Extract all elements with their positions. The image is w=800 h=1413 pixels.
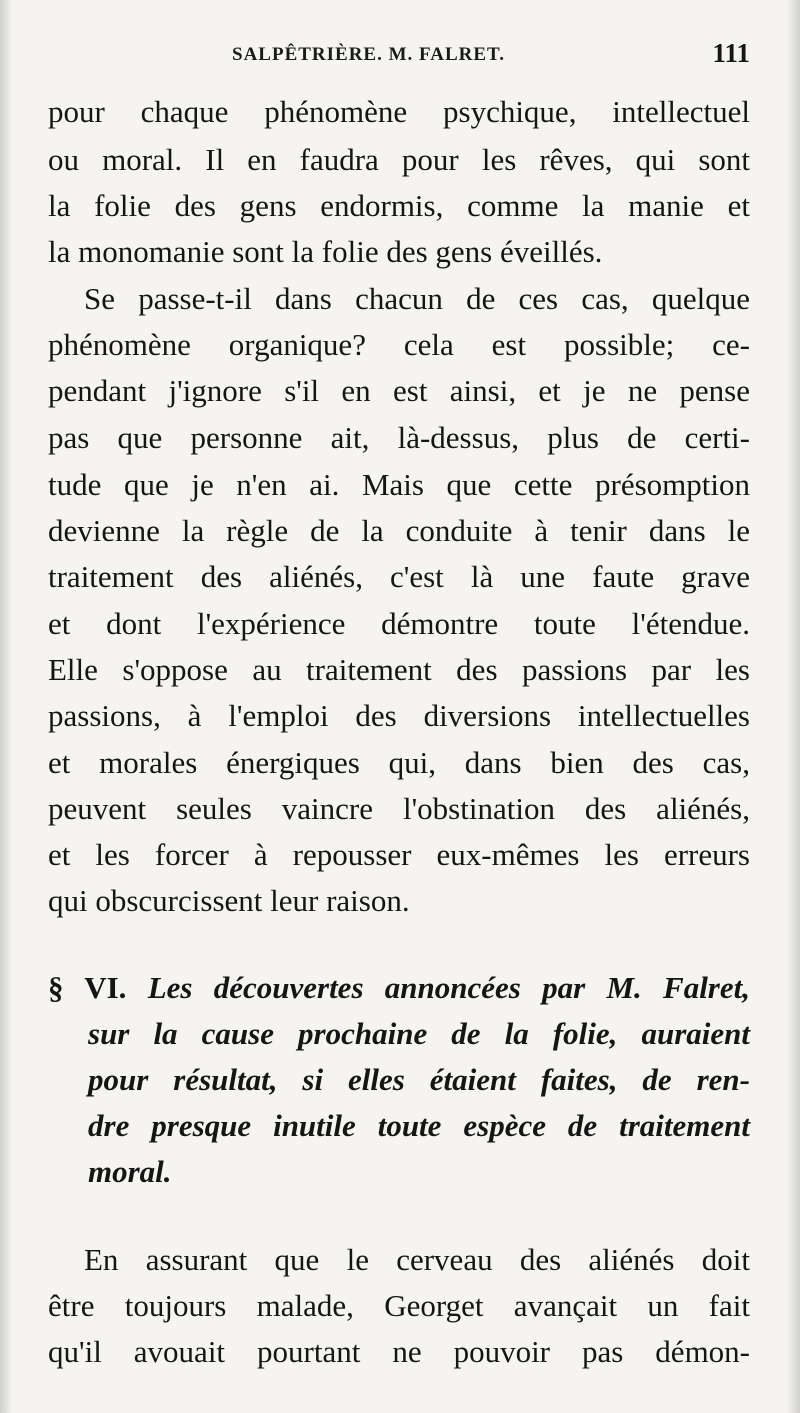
section-heading-line: moral. (88, 1154, 172, 1189)
text-line: pour chaque phénomène psychique, intellectuel (48, 94, 750, 129)
text-line: pas que personne ait, là-dessus, plus de certi- (48, 420, 750, 455)
text-line: traitement des aliénés, c'est là une faute grave (48, 559, 750, 594)
text-line: et morales énergiques qui, dans bien des cas, (48, 745, 750, 780)
text-line: être toujours malade, Georget avançait un fait (48, 1288, 750, 1323)
text-line: Se passe-t-il dans chacun de ces cas, quelque (84, 281, 750, 316)
text-line: phénomène organique? cela est possible; ce- (48, 327, 750, 362)
scan-shadow-right (786, 0, 800, 1413)
scan-shadow-left (0, 0, 12, 1413)
text-line: devienne la règle de la conduite à tenir dans le (48, 513, 750, 548)
text-line: En assurant que le cerveau des aliénés doit (84, 1242, 750, 1277)
section-heading-line: sur la cause prochaine de la folie, auraient (88, 1016, 750, 1051)
text-line: et dont l'expérience démontre toute l'étendue. (48, 606, 750, 641)
text-line: tude que je n'en ai. Mais que cette présomption (48, 467, 750, 502)
text-line: pendant j'ignore s'il en est ainsi, et je ne pense (48, 373, 750, 408)
text-line: et les forcer à repousser eux-mêmes les erreurs (48, 837, 750, 872)
text-line: Elle s'oppose au traitement des passions par les (48, 652, 750, 687)
text-line: la monomanie sont la folie des gens éveillés. (48, 234, 603, 269)
section-heading-text: Les découvertes annoncées par M. Falret, (147, 970, 750, 1005)
section-marker: § VI. (48, 970, 127, 1005)
section-heading-line: dre presque inutile toute espèce de traitement (88, 1108, 750, 1143)
section-heading-line: pour résultat, si elles étaient faites, de ren- (88, 1062, 750, 1097)
text-line: ou moral. Il en faudra pour les rêves, qui sont (48, 142, 750, 177)
text-line: qu'il avouait pourtant ne pouvoir pas démon- (48, 1334, 750, 1369)
text-line: passions, à l'emploi des diversions intellectuelles (48, 698, 750, 733)
page-number: 111 (712, 38, 750, 68)
section-heading-line (48, 968, 750, 1008)
text-line: qui obscurcissent leur raison. (48, 883, 410, 918)
running-head: SALPÊTRIÈRE. M. FALRET. (232, 44, 506, 65)
text-line: peuvent seules vaincre l'obstination des aliénés, (48, 791, 750, 826)
text-line: la folie des gens endormis, comme la manie et (48, 188, 750, 223)
